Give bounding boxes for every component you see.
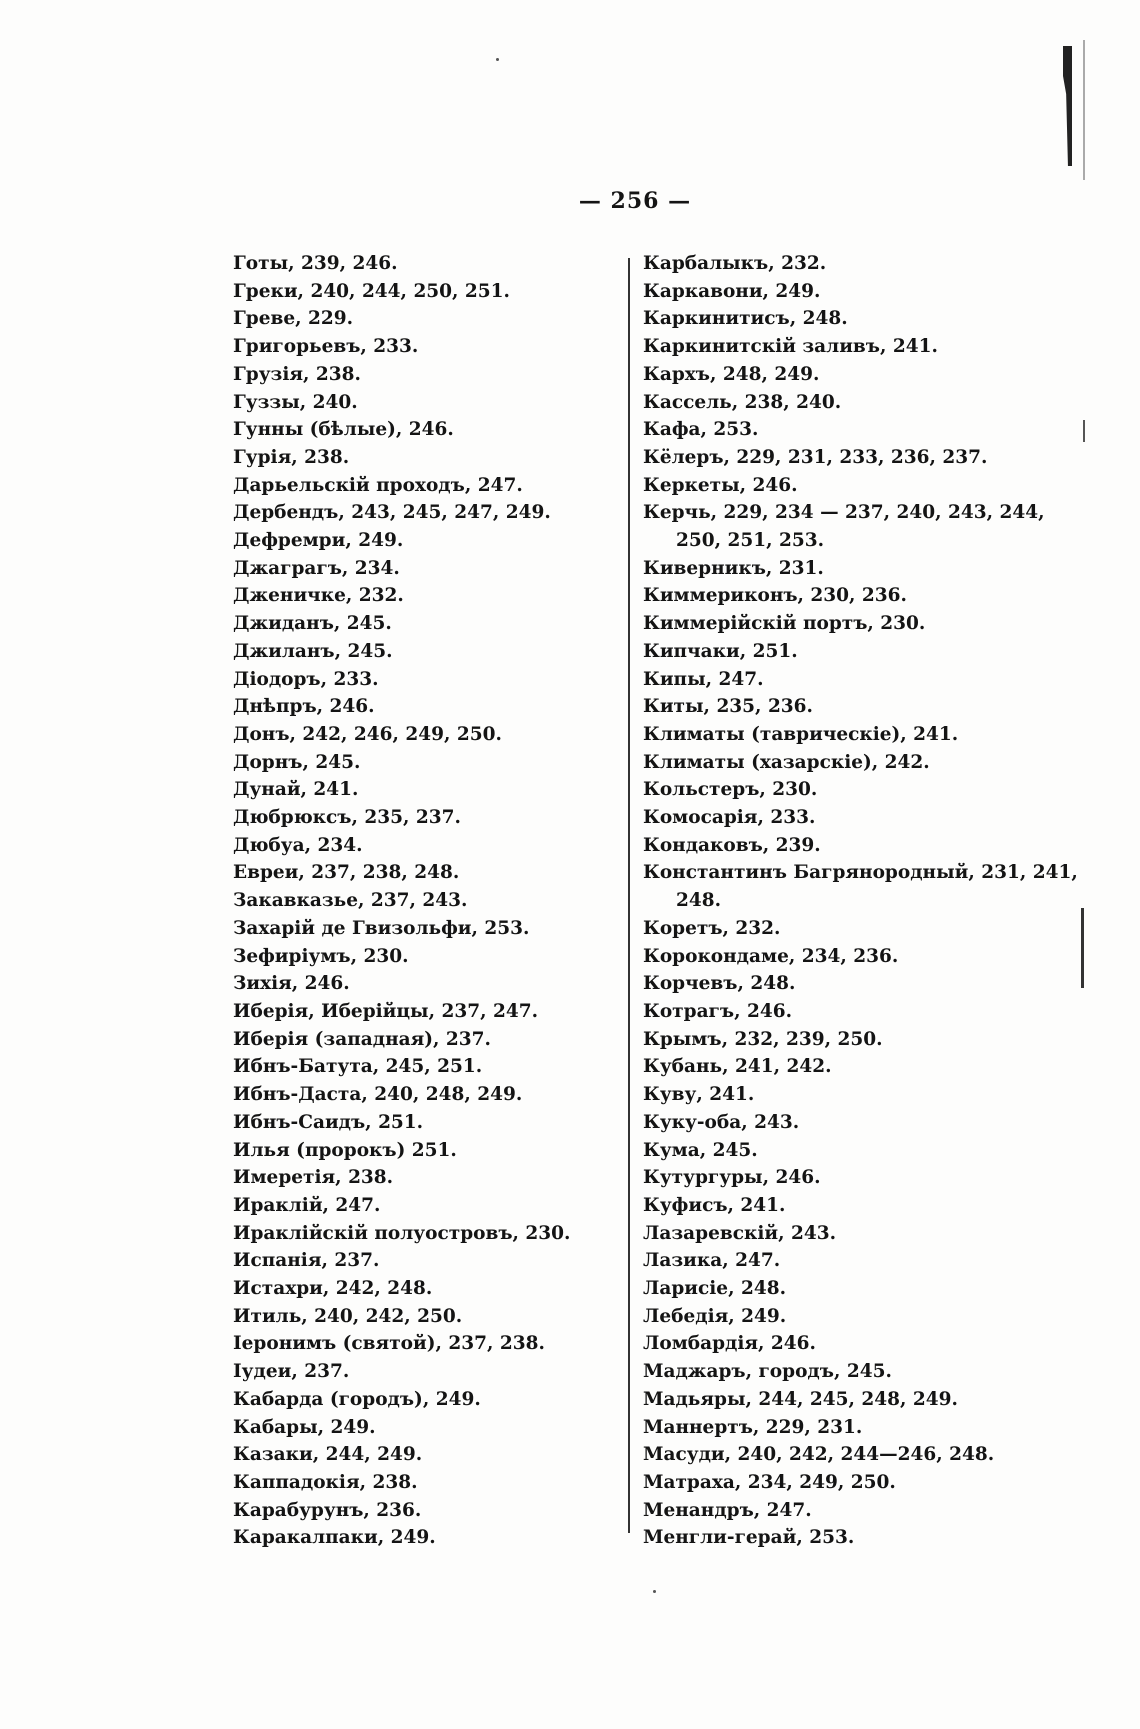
index-entry: Кабарда (городъ), 249. [233, 1388, 481, 1410]
index-entry: Лазаревскій, 243. [643, 1222, 837, 1244]
index-entry: Кархъ, 248, 249. [643, 363, 820, 385]
index-entry: Кипчаки, 251. [643, 640, 798, 662]
index-entry: Куку-оба, 243. [643, 1111, 800, 1133]
index-entry: Испанія, 237. [233, 1250, 380, 1272]
index-entry: Керчь, 229, 234 — 237, 240, 243, 244, [643, 502, 1045, 524]
index-entry: Ибнъ-Даста, 240, 248, 249. [233, 1084, 523, 1106]
index-entry: Куву, 241. [643, 1084, 755, 1106]
index-entry: Ибнъ-Саидъ, 251. [233, 1111, 424, 1133]
index-entry: Киммериконъ, 230, 236. [643, 585, 907, 607]
index-entry: Масуди, 240, 242, 244—246, 248. [643, 1444, 995, 1466]
index-entry: Карбалыкъ, 232. [643, 253, 827, 274]
index-entry: Матраха, 234, 249, 250. [643, 1471, 896, 1493]
index-entry: Іудеи, 237. [233, 1361, 350, 1383]
margin-tick [1083, 420, 1085, 442]
index-entry: Іеронимъ (святой), 237, 238. [233, 1333, 545, 1355]
index-entry: Джиданъ, 245. [233, 613, 392, 635]
index-entry: Киты, 235, 236. [643, 696, 813, 718]
index-entry: Захарій де Гвизольфи, 253. [233, 917, 530, 939]
ink-speck [496, 58, 499, 61]
index-entry: Готы, 239, 246. [233, 253, 398, 274]
index-entry: Греки, 240, 244, 250, 251. [233, 280, 510, 302]
index-entry: Иберія (западная), 237. [233, 1028, 491, 1050]
index-entry: Ираклійскій полуостровъ, 230. [233, 1222, 571, 1244]
index-entry: Кипы, 247. [643, 668, 764, 690]
index-entry: Днѣпръ, 246. [233, 696, 375, 718]
index-entry: Донъ, 242, 246, 249, 250. [233, 723, 502, 745]
index-entry: Дербендъ, 243, 245, 247, 249. [233, 502, 551, 524]
index-entry: Кубань, 241, 242. [643, 1056, 832, 1078]
index-entry: Кума, 245. [643, 1139, 758, 1161]
index-entry: Корокондаме, 234, 236. [643, 945, 899, 967]
index-entry: Каппадокія, 238. [233, 1471, 418, 1493]
index-entry: Гуззы, 240. [233, 391, 358, 413]
index-entry: Діодоръ, 233. [233, 668, 379, 690]
index-entry: Илья (пророкъ) 251. [233, 1139, 457, 1161]
index-entry: Крымъ, 232, 239, 250. [643, 1028, 883, 1050]
index-entry: Кассель, 238, 240. [643, 391, 842, 413]
binding-mark [1063, 46, 1072, 166]
index-entry: Дженичке, 232. [233, 585, 404, 607]
index-entry: Ларисіе, 248. [643, 1278, 787, 1300]
index-entry: Кондаковъ, 239. [643, 834, 821, 856]
index-entry: Дунай, 241. [233, 779, 359, 801]
index-entry-continuation: 250, 251, 253. [676, 530, 825, 552]
index-entry: Григорьевъ, 233. [233, 336, 419, 358]
index-entry: Каракалпаки, 249. [233, 1527, 436, 1549]
index-entry: Кутургуры, 246. [643, 1167, 821, 1189]
index-entry: Маджаръ, городъ, 245. [643, 1361, 892, 1383]
index-entry: Лебедія, 249. [643, 1305, 787, 1327]
page-edge-line [1083, 40, 1085, 180]
index-entry: Климаты (таврическіе), 241. [643, 723, 959, 745]
index-entry: Менгли-герай, 253. [643, 1527, 855, 1549]
index-entry: Коретъ, 232. [643, 917, 781, 939]
index-entry: Киммерійскій портъ, 230. [643, 613, 926, 635]
index-entry: Иберія, Иберійцы, 237, 247. [233, 1000, 539, 1022]
index-entry: Киверникъ, 231. [643, 557, 824, 579]
index-entry: Джаграгъ, 234. [233, 557, 400, 579]
index-entry: Кольстеръ, 230. [643, 779, 818, 801]
index-entry: Дорнъ, 245. [233, 751, 361, 773]
column-divider [628, 258, 630, 1533]
index-entry: Корчевъ, 248. [643, 973, 796, 995]
index-entry: Дюбрюксъ, 235, 237. [233, 807, 461, 829]
index-entry: Итиль, 240, 242, 250. [233, 1305, 463, 1327]
index-entry: Истахри, 242, 248. [233, 1278, 433, 1300]
margin-mark [1081, 908, 1084, 988]
index-entry: Казаки, 244, 249. [233, 1444, 423, 1466]
index-entry: Гурія, 238. [233, 446, 350, 468]
index-entry: Котрагъ, 246. [643, 1000, 793, 1022]
index-entry: Менандръ, 247. [643, 1499, 812, 1521]
index-entry: Куфисъ, 241. [643, 1194, 786, 1216]
index-entry: Лазика, 247. [643, 1250, 781, 1272]
index-entry: Ломбардія, 246. [643, 1333, 816, 1355]
index-entry: Кабары, 249. [233, 1416, 376, 1438]
index-entry: Дюбуа, 234. [233, 834, 363, 856]
index-entry: Ираклій, 247. [233, 1194, 381, 1216]
index-entry: Дефремри, 249. [233, 530, 404, 552]
index-entry: Зефиріумъ, 230. [233, 945, 409, 967]
index-entry: Грузія, 238. [233, 363, 361, 385]
page-number: — 256 — [578, 188, 692, 214]
index-entry: Закавказье, 237, 243. [233, 890, 468, 912]
index-column-right [643, 250, 1078, 1552]
index-entry: Мадьяры, 244, 245, 248, 249. [643, 1388, 958, 1410]
index-entry-continuation: 248. [676, 890, 722, 912]
index-entry: Комосарія, 233. [643, 807, 816, 829]
index-column-left [233, 250, 613, 1552]
ink-speck [653, 1590, 656, 1593]
index-entry: Кафа, 253. [643, 419, 759, 441]
index-entry: Маннертъ, 229, 231. [643, 1416, 863, 1438]
index-entry: Имеретія, 238. [233, 1167, 394, 1189]
index-entry: Ибнъ-Батута, 245, 251. [233, 1056, 483, 1078]
index-entry: Джиланъ, 245. [233, 640, 393, 662]
index-entry: Евреи, 237, 238, 248. [233, 862, 460, 884]
index-entry: Карабурунъ, 236. [233, 1499, 422, 1521]
index-entry: Каркинитисъ, 248. [643, 308, 848, 330]
index-entry: Дарьельскій проходъ, 247. [233, 474, 523, 496]
index-entry: Зихія, 246. [233, 973, 350, 995]
index-entry: Каркавони, 249. [643, 280, 821, 302]
index-entry: Климаты (хазарскіе), 242. [643, 751, 930, 773]
index-entry: Каркинитскій заливъ, 241. [643, 336, 938, 358]
index-entry: Гунны (бѣлые), 246. [233, 419, 454, 441]
index-entry: Кёлеръ, 229, 231, 233, 236, 237. [643, 446, 988, 468]
index-entry: Греве, 229. [233, 308, 354, 330]
index-entry: Керкеты, 246. [643, 474, 798, 496]
index-entry: Константинъ Багрянородный, 231, 241, [643, 862, 1078, 884]
